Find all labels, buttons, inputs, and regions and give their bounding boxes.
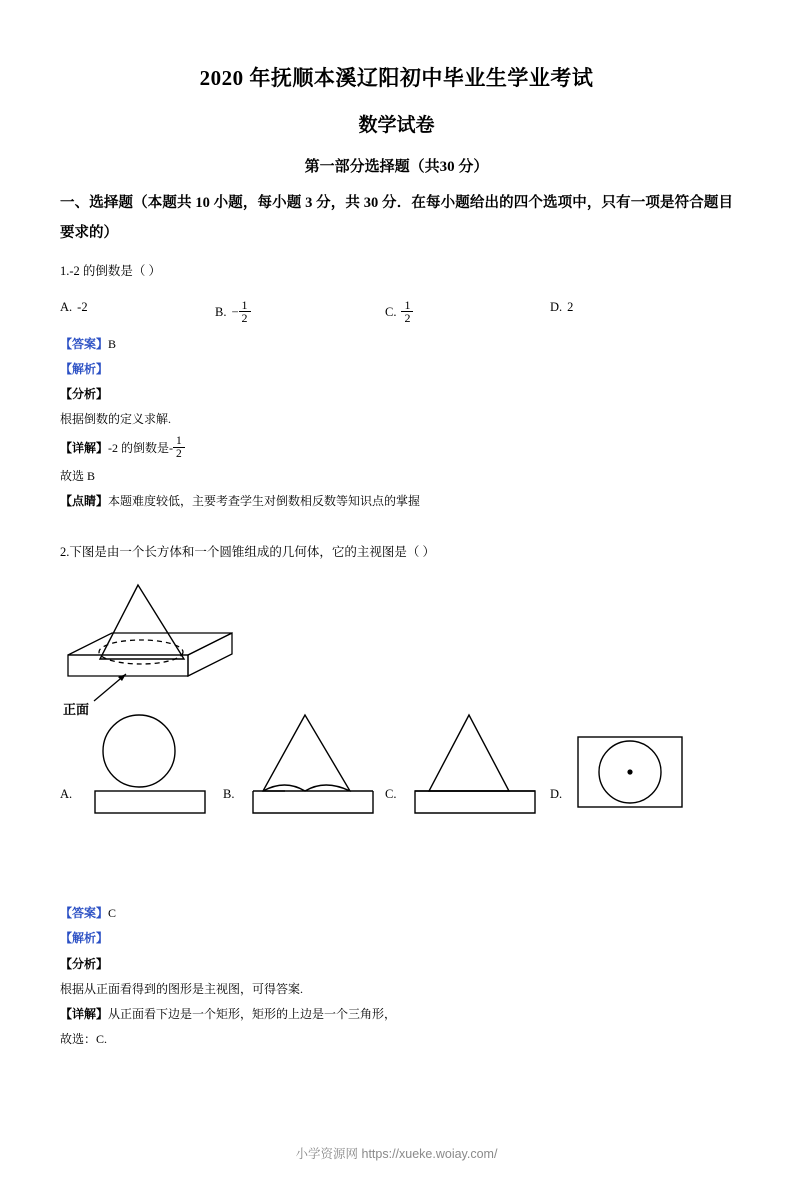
question-2-stem: 2.下图是由一个长方体和一个圆锥组成的几何体，它的主视图是（ ） xyxy=(60,545,436,560)
q2-answer-line xyxy=(60,901,733,926)
q1-option-d[interactable]: D. 2 xyxy=(550,299,574,314)
q1-dianjing: 【点睛】本题难度较低，主要考查学生对倒数相反数等知识点的掌握 xyxy=(60,494,421,508)
q2-option-b-figure[interactable] xyxy=(245,709,385,819)
q1-answer-line xyxy=(60,332,733,357)
q2-option-a-label: A. xyxy=(60,787,73,802)
part-heading: 第一部分选择题（共30 分） xyxy=(304,159,489,175)
q2-solid-figure xyxy=(60,573,280,708)
q1-answer-value: B xyxy=(108,336,117,351)
q1-answer-label: 【答案】 xyxy=(60,336,109,351)
page-subtitle: 数学试卷 xyxy=(358,115,435,136)
question-2-figures xyxy=(60,569,733,829)
q2-answer-value: C xyxy=(108,906,117,921)
q2-analysis-label: 【解析】 xyxy=(60,931,109,946)
q1-fenxi-text: 根据倒数的定义求解. xyxy=(60,412,172,427)
q1-option-a[interactable]: A. -2 xyxy=(60,299,88,314)
footer-watermark: 小学资源网 https://xueke.woiay.com/ xyxy=(295,1147,498,1161)
q1-option-b[interactable]: B. − $\frac{1}{2}$ xyxy=(215,300,251,326)
question-1-options xyxy=(60,290,733,332)
q1-choose: 故选 B xyxy=(60,468,96,483)
q2-option-d-label: D. xyxy=(550,787,563,802)
question-1 xyxy=(60,259,733,514)
q2-front-label: 正面 xyxy=(63,702,90,718)
q1-fenxi-label: 【分析】 xyxy=(60,387,109,402)
q2-answer-label: 【答案】 xyxy=(60,906,109,921)
q2-option-d-figure[interactable] xyxy=(572,719,692,829)
q2-option-b-label: B. xyxy=(223,787,235,802)
q1-xiangjie-fraction: $\frac{1}{2}$ xyxy=(173,435,185,460)
page-title: 2020 年抚顺本溪辽阳初中毕业生学业考试 xyxy=(199,66,594,90)
q1-option-b-fraction: $\frac{1}{2}$ xyxy=(239,299,251,325)
q2-choose: 故选：C. xyxy=(60,1032,108,1047)
q1-option-c[interactable]: C. $\frac{1}{2}$ xyxy=(385,300,413,326)
section-heading: 一、选择题（本题共 10 小题，每小题 3 分，共 30 分．在每小题给出的四个选项中，只有一项是符合题目要求的） xyxy=(60,195,733,242)
question-1-stem: 1.-2 的倒数是（ ） xyxy=(60,263,162,278)
q2-fenxi-label: 【分析】 xyxy=(60,956,109,971)
exam-page xyxy=(0,62,793,1184)
q1-option-c-fraction: $\frac{1}{2}$ xyxy=(401,299,413,325)
q1-analysis-label: 【解析】 xyxy=(60,362,109,377)
q1-xiangjie: 【详解】-2 的倒数是- $\frac{1}{2}$ xyxy=(60,433,733,464)
q2-option-c-figure[interactable] xyxy=(407,709,547,819)
exam-content xyxy=(60,188,733,1052)
q2-fenxi-text: 根据从正面看得到的图形是主视图，可得答案. xyxy=(60,981,304,996)
q2-xiangjie: 【详解】从正面看下边是一个矩形，矩形的上边是一个三角形， xyxy=(60,1006,397,1021)
q2-option-a-figure[interactable] xyxy=(82,709,212,819)
q2-option-c-label: C. xyxy=(385,787,397,802)
question-2 xyxy=(60,540,733,1052)
